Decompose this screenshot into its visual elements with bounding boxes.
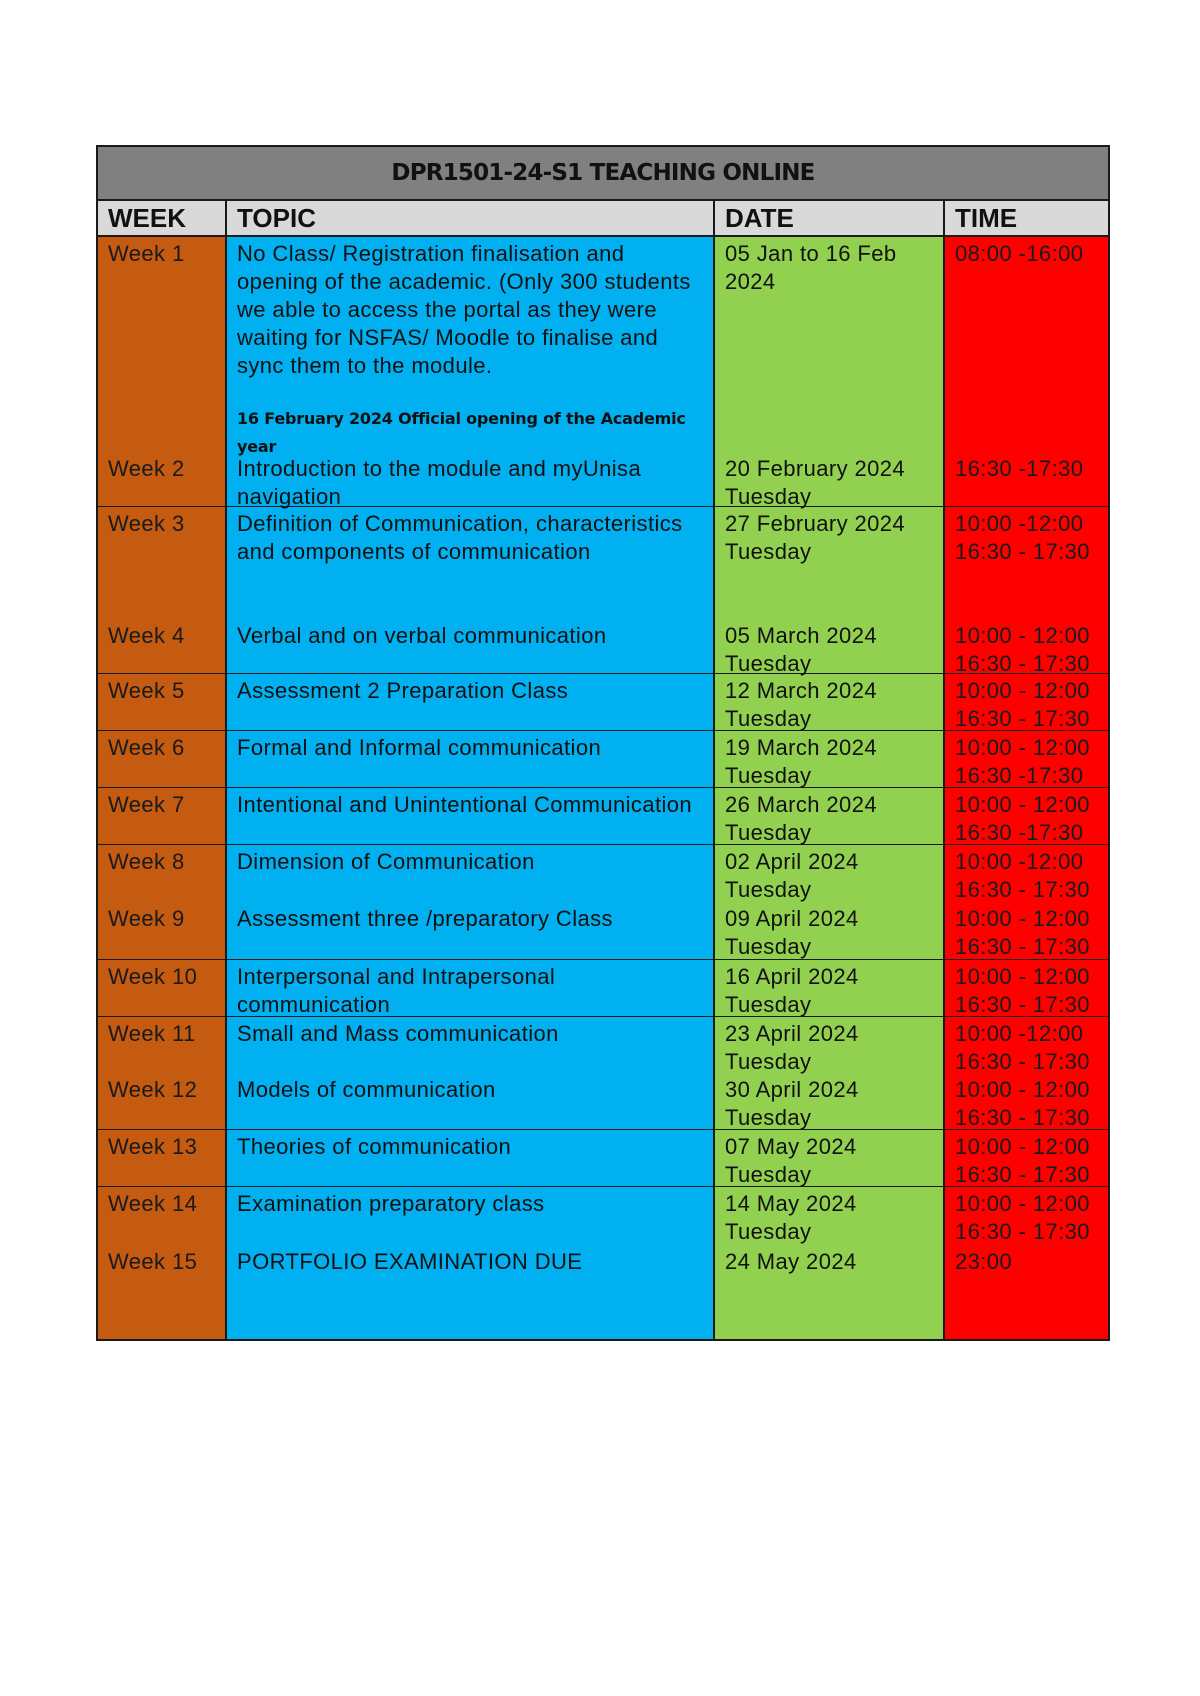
date-column xyxy=(715,237,945,1339)
time-cell: 10:00 -12:00 16:30 - 17:30 xyxy=(955,1021,1090,1074)
week-cell: Week 9 xyxy=(108,906,185,931)
date-cell: 30 April 2024 Tuesday xyxy=(725,1077,859,1130)
time-column xyxy=(945,237,1108,1339)
topic-cell: Introduction to the module and myUnisa navigation xyxy=(237,456,642,509)
week-cell: Week 14 xyxy=(108,1191,198,1216)
time-cell: 08:00 -16:00 xyxy=(955,241,1084,266)
row-divider xyxy=(98,787,225,788)
time-cell: 23:00 xyxy=(955,1249,1013,1274)
date-cell: 07 May 2024 Tuesday xyxy=(725,1134,857,1187)
topic-cell: Interpersonal and Intrapersonal communication xyxy=(237,964,556,1017)
header-topic: TOPIC xyxy=(227,201,715,235)
table-title: DPR1501-24-S1 TEACHING ONLINE xyxy=(96,145,1110,201)
time-cell: 16:30 -17:30 xyxy=(955,456,1084,481)
time-cell: 10:00 - 12:00 16:30 - 17:30 xyxy=(955,1134,1090,1187)
topic-cell: Examination preparatory class xyxy=(237,1191,545,1216)
row-divider xyxy=(227,673,713,674)
time-cell: 10:00 -12:00 16:30 - 17:30 xyxy=(955,511,1090,564)
date-cell: 09 April 2024 Tuesday xyxy=(725,906,859,959)
date-cell: 05 March 2024 Tuesday xyxy=(725,623,877,676)
week-cell: Week 15 xyxy=(108,1249,198,1274)
date-cell: 23 April 2024 Tuesday xyxy=(725,1021,859,1074)
row-divider xyxy=(227,787,713,788)
time-cell: 10:00 - 12:00 16:30 - 17:30 xyxy=(955,623,1090,676)
date-cell: 24 May 2024 xyxy=(725,1249,857,1274)
time-cell: 10:00 - 12:00 16:30 - 17:30 xyxy=(955,678,1090,731)
topic-cell: Dimension of Communication xyxy=(237,849,535,874)
date-cell: 27 February 2024 Tuesday xyxy=(725,511,906,564)
time-cell: 10:00 -12:00 16:30 - 17:30 xyxy=(955,849,1090,902)
week-cell: Week 5 xyxy=(108,678,185,703)
row-divider xyxy=(98,673,225,674)
week-cell: Week 11 xyxy=(108,1021,196,1046)
week-column xyxy=(98,237,227,1339)
header-week: WEEK xyxy=(98,201,227,235)
row-divider xyxy=(98,506,225,507)
time-cell: 10:00 - 12:00 16:30 - 17:30 xyxy=(955,964,1090,1017)
row-divider xyxy=(98,730,225,731)
row-divider xyxy=(227,730,713,731)
time-cell: 10:00 - 12:00 16:30 - 17:30 xyxy=(955,1191,1090,1244)
date-cell: 12 March 2024 Tuesday xyxy=(725,678,877,731)
row-divider xyxy=(98,1016,225,1017)
time-cell: 10:00 - 12:00 16:30 - 17:30 xyxy=(955,1077,1090,1130)
week-cell: Week 8 xyxy=(108,849,185,874)
row-divider xyxy=(945,506,1108,507)
date-cell: 14 May 2024 Tuesday xyxy=(725,1191,857,1244)
topic-cell: No Class/ Registration finalisation and opening of the academic. (Only 300 students we able to access the portal as they were waiting for NSFAS/ Moodle to finalise and sync them to the module. xyxy=(237,241,691,378)
topic-cell: Definition of Communication, characteristics and components of communication xyxy=(237,511,683,564)
row-divider xyxy=(98,844,225,845)
topic-cell: Verbal and on verbal communication xyxy=(237,623,607,648)
week-cell: Week 3 xyxy=(108,511,185,536)
week-cell: Week 10 xyxy=(108,964,198,989)
topic-cell: Intentional and Unintentional Communication xyxy=(237,792,693,817)
topic-cell: PORTFOLIO EXAMINATION DUE xyxy=(237,1249,583,1274)
date-cell: 16 April 2024 Tuesday xyxy=(725,964,859,1017)
row-divider xyxy=(98,1186,225,1187)
topic-cell: Models of communication xyxy=(237,1077,496,1102)
header-time: TIME xyxy=(955,203,1018,233)
topic-column xyxy=(227,237,715,1339)
schedule-table xyxy=(96,237,1110,1341)
date-cell: 26 March 2024 Tuesday xyxy=(725,792,877,845)
topic-cell: Assessment three /preparatory Class xyxy=(237,906,613,931)
topic-cell: Small and Mass communication xyxy=(237,1021,559,1046)
date-cell: 02 April 2024 Tuesday xyxy=(725,849,859,902)
row-divider xyxy=(227,1129,713,1130)
opening-note: 16 February 2024 Official opening of the Academic year xyxy=(237,409,686,456)
week-cell: Week 7 xyxy=(108,792,185,817)
row-divider xyxy=(98,959,225,960)
time-cell: 10:00 - 12:00 16:30 -17:30 xyxy=(955,735,1090,788)
row-divider xyxy=(227,844,713,845)
row-divider xyxy=(227,959,713,960)
date-cell: 05 Jan to 16 Feb 2024 xyxy=(725,241,897,294)
date-cell: 20 February 2024 Tuesday xyxy=(725,456,906,509)
week-cell: Week 4 xyxy=(108,623,185,648)
row-divider xyxy=(227,1186,713,1187)
week-cell: Week 2 xyxy=(108,456,185,481)
week-cell: Week 12 xyxy=(108,1077,198,1102)
topic-cell: Theories of communication xyxy=(237,1134,512,1159)
row-divider xyxy=(98,1129,225,1130)
table-header-row xyxy=(96,201,1110,237)
date-cell: 19 March 2024 Tuesday xyxy=(725,735,877,788)
topic-cell: Formal and Informal communication xyxy=(237,735,602,760)
time-cell: 10:00 - 12:00 16:30 - 17:30 xyxy=(955,906,1090,959)
header-date: DATE xyxy=(715,201,945,235)
week-cell: Week 6 xyxy=(108,735,185,760)
week-cell: Week 13 xyxy=(108,1134,198,1159)
week-cell: Week 1 xyxy=(108,241,185,266)
time-cell: 10:00 - 12:00 16:30 -17:30 xyxy=(955,792,1090,845)
topic-cell: Assessment 2 Preparation Class xyxy=(237,678,569,703)
